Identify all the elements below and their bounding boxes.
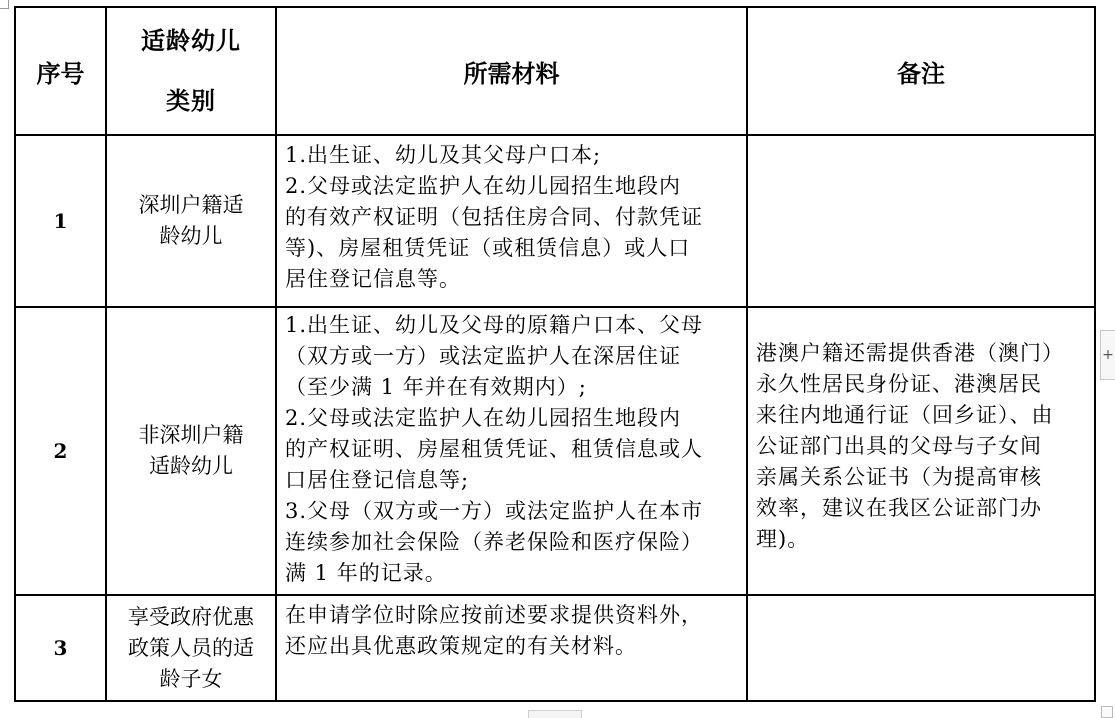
header-notes: 备注 xyxy=(747,7,1095,135)
header-category-line2: 类别 xyxy=(166,86,216,115)
admission-materials-table xyxy=(14,6,1096,702)
table-row xyxy=(15,595,1095,701)
materials-line: 的有效产权证明（包括住房合同、付款凭证 xyxy=(285,205,703,229)
header-category-line1: 适龄幼儿 xyxy=(141,26,241,55)
materials-line: 1.出生证、幼儿及其父母户口本; xyxy=(285,143,602,167)
materials-line: 居住登记信息等。 xyxy=(285,267,461,291)
row-notes xyxy=(747,135,1095,307)
row-category xyxy=(106,307,276,595)
category-line: 龄子女 xyxy=(159,666,223,691)
materials-line: 满 1 年的记录。 xyxy=(285,561,447,585)
row-materials xyxy=(276,307,747,595)
category-line: 非深圳户籍 xyxy=(138,423,244,447)
notes-line: 理)。 xyxy=(756,527,810,551)
category-line: 龄幼儿 xyxy=(159,224,223,248)
table-row xyxy=(15,307,1095,595)
materials-line: 等)、房屋租赁凭证（或租赁信息）或人口 xyxy=(285,236,691,260)
row-category xyxy=(106,135,276,307)
add-column-button[interactable]: + xyxy=(1100,330,1115,380)
materials-line: 口居住登记信息等; xyxy=(285,468,470,492)
row-notes xyxy=(747,595,1095,701)
category-line: 深圳户籍适 xyxy=(138,193,244,217)
notes-line: 公证部门出具的父母与子女间 xyxy=(756,434,1042,458)
materials-line: 3.父母（双方或一方）或法定监护人在本市 xyxy=(285,499,704,523)
materials-line: 1.出生证、幼儿及父母的原籍户口本、父母 xyxy=(285,313,704,337)
header-no: 序号 xyxy=(15,7,106,135)
materials-line: 还应出具优惠政策规定的有关材料。 xyxy=(285,634,637,658)
row-notes xyxy=(747,307,1095,595)
row-materials xyxy=(276,135,747,307)
header-category xyxy=(106,7,276,135)
materials-line: 的产权证明、房屋租赁凭证、租赁信息或人 xyxy=(285,437,703,461)
page-corner-mark xyxy=(0,0,9,9)
materials-line: 在申请学位时除应按前述要求提供资料外， xyxy=(285,603,703,627)
row-number: 2 xyxy=(15,307,106,595)
row-number: 1 xyxy=(15,135,106,307)
materials-line: 连续参加社会保险（养老保险和医疗保险） xyxy=(285,530,703,554)
materials-line: （双方或一方）或法定监护人在深居住证 xyxy=(285,344,681,368)
table-header-row xyxy=(15,7,1095,135)
notes-line: 亲属关系公证书（为提高审核 xyxy=(756,465,1042,489)
category-line: 适龄幼儿 xyxy=(149,454,233,478)
materials-line: （至少满 1 年并在有效期内）; xyxy=(285,375,587,399)
notes-line: 来往内地通行证（回乡证）、由 xyxy=(756,403,1054,427)
row-category xyxy=(106,595,276,701)
table-resize-handle[interactable] xyxy=(1101,706,1113,718)
table-row xyxy=(15,135,1095,307)
notes-line: 永久性居民身份证、港澳居民 xyxy=(756,372,1042,396)
notes-line: 效率，建议在我区公证部门办 xyxy=(756,496,1042,520)
materials-line: 2.父母或法定监护人在幼儿园招生地段内 xyxy=(285,406,682,430)
category-line: 享受政府优惠 xyxy=(128,604,254,629)
notes-line: 港澳户籍还需提供香港（澳门） xyxy=(756,341,1064,365)
category-line: 政策人员的适 xyxy=(128,635,254,660)
row-materials xyxy=(276,595,747,701)
row-number: 3 xyxy=(15,595,106,701)
materials-line: 2.父母或法定监护人在幼儿园招生地段内 xyxy=(285,174,682,198)
header-materials: 所需材料 xyxy=(276,7,747,135)
